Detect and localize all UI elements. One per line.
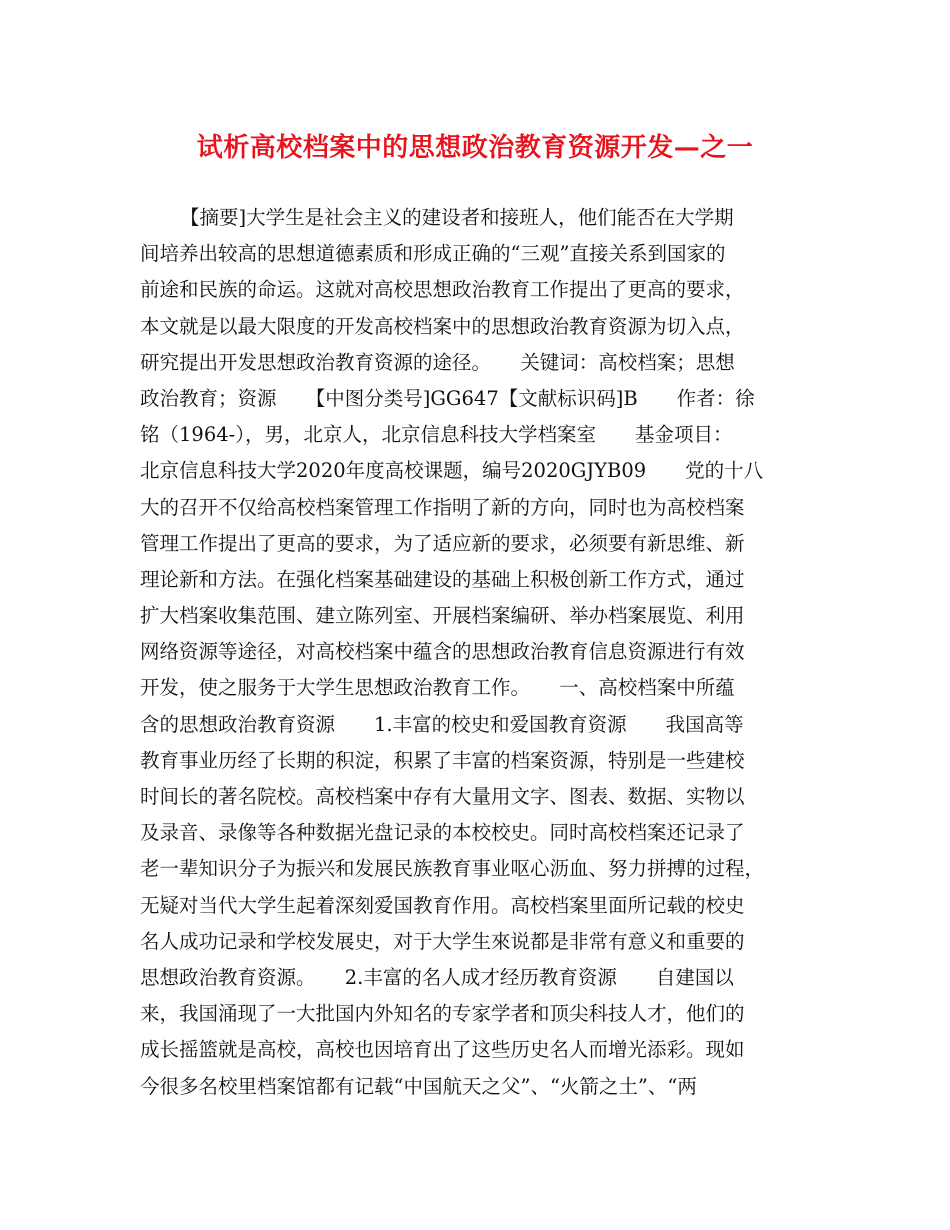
body-line: 网络资源等途径，对高校档案中蕴含的思想政治教育信息资源进行有效 — [140, 640, 745, 664]
body-line: 无疑对当代大学生起着深刻爱国教育作用。高校档案里面所记载的校史 — [140, 893, 745, 917]
body-line: 教育事业历经了长期的积淀，积累了丰富的档案资源，特别是一些建校 — [140, 748, 745, 772]
body-line: 研究提出开发思想政治教育资源的途径。 关键词：高校档案；思想 — [140, 350, 735, 374]
body-line: 大的召开不仅给高校档案管理工作指明了新的方向，同时也为高校档案 — [140, 495, 745, 519]
body-line: 政治教育；资源 【中图分类号]GG647【文献标识码]B 作者：徐 — [140, 386, 755, 410]
body-line: 前途和民族的命运。这就对高校思想政治教育工作提出了更高的要求， — [140, 278, 745, 302]
body-line: 本文就是以最大限度的开发高校档案中的思想政治教育资源为切入点， — [140, 314, 745, 338]
body-line: 【摘要]大学生是社会主义的建设者和接班人，他们能否在大学期 — [180, 206, 734, 229]
body-line: 开发，使之服务于大学生思想政治教育工作。 一、高校档案中所蕴 — [140, 676, 735, 700]
body-line: 今很多名校里档案馆都有记载“中国航天之父”、“火箭之土”、“两 — [140, 1074, 697, 1098]
body-line: 名人成功记录和学校发展史，对于大学生來说都是非常有意义和重要的 — [140, 929, 745, 953]
body-line: 管理工作提出了更高的要求，为了适应新的要求，必须要有新思维、新 — [140, 531, 745, 555]
body-line: 北京信息科技大学2020年度高校课题，编号2020GJYB09 党的十八 — [140, 459, 764, 483]
body-line: 铭（1964-），男，北京人，北京信息科技大学档案室 基金项目： — [140, 423, 733, 447]
body-line: 思想政治教育资源。 2.丰富的名人成才经历教育资源 自建国以 — [140, 965, 734, 989]
document-body — [140, 200, 820, 1105]
body-line: 扩大档案收集范围、建立陈列室、开展档案编研、举办档案展览、利用 — [140, 604, 745, 628]
body-line: 及录音、录像等各种数据光盘记录的本校校史。同时高校档案还记录了 — [140, 821, 745, 845]
body-line: 间培养出较高的思想道德素质和形成正确的“三观”直接关系到国家的 — [140, 242, 726, 266]
body-line: 理论新和方法。在强化档案基础建设的基础上积极创新工作方式，通过 — [140, 567, 745, 591]
body-line: 含的思想政治教育资源 1.丰富的校史和爱国教育资源 我国高等 — [140, 712, 744, 736]
body-line: 时间长的著名院校。高校档案中存有大量用文字、图表、数据、实物以 — [140, 785, 745, 808]
document-title: 试析高校档案中的思想政治教育资源开发—之一 — [196, 133, 754, 163]
body-line: 来，我国涌现了一大批国内外知名的专家学者和顶尖科技人才，他们的 — [140, 1002, 745, 1026]
body-line: 成长摇篮就是高校，高校也因培育出了这些历史名人而增光添彩。现如 — [140, 1038, 745, 1062]
body-line: 老一辈知识分子为振兴和发展民族教育事业呕心沥血、努力拼搏的过程， — [140, 857, 765, 881]
